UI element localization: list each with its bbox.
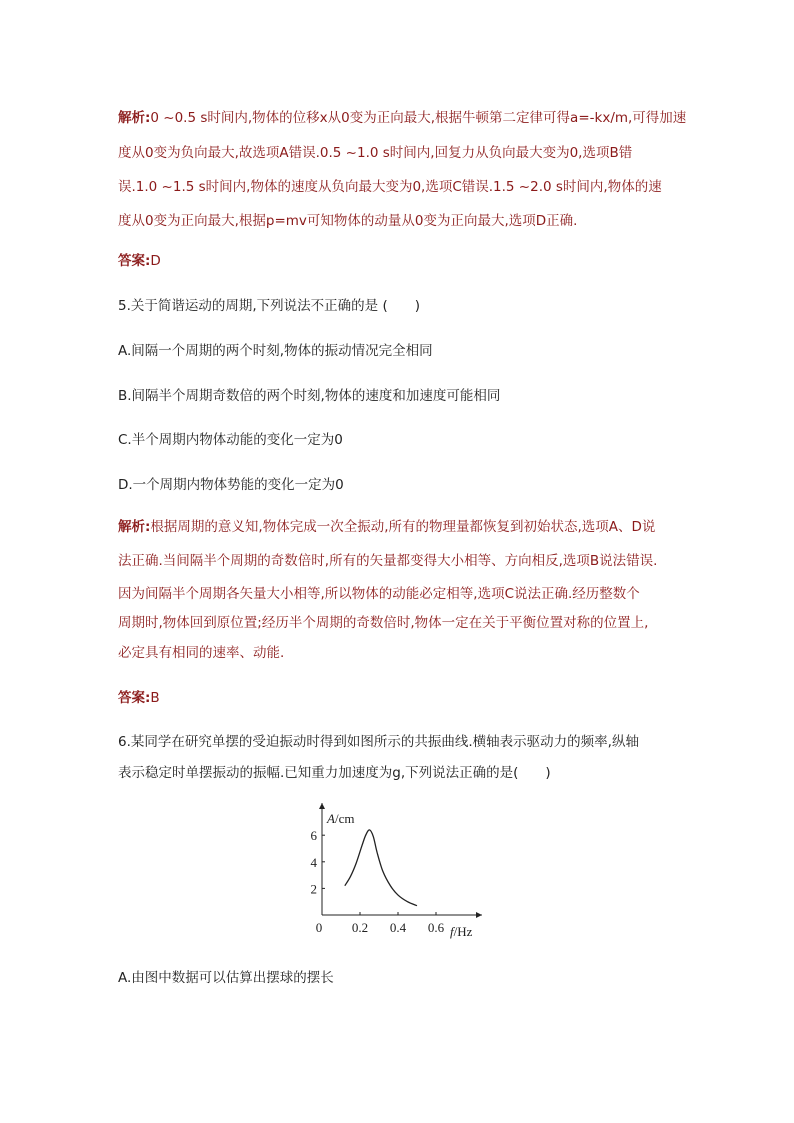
question5-option-d: D.一个周期内物体势能的变化一定为0: [118, 477, 344, 493]
y-tick-label: 4: [310, 854, 317, 870]
answer-label: 答案:: [118, 690, 151, 706]
x-axis-label: f/Hz: [450, 924, 473, 939]
analysis-label: 解析:: [118, 519, 151, 535]
analysis1-line4: 度从0变为正向最大,根据p=mv可知物体的动量从0变为正向最大,选项D正确.: [118, 213, 578, 229]
analysis2-line4: 周期时,物体回到原位置;经历半个周期的奇数倍时,物体一定在关于平衡位置对称的位置上,: [118, 615, 649, 631]
analysis2-line2: 法正确.当间隔半个周期的奇数倍时,所有的矢量都变得大小相等、方向相反,选项B说法错误.: [118, 553, 658, 569]
y-tick-label: 2: [310, 881, 317, 897]
question5-option-b: B.间隔半个周期奇数倍的两个时刻,物体的速度和加速度可能相同: [118, 388, 501, 404]
resonance-curve-chart: [300, 800, 500, 950]
question5-option-c: C.半个周期内物体动能的变化一定为0: [118, 432, 343, 448]
answer1: [118, 251, 161, 271]
analysis2-line1: 解析:根据周期的意义知,物体完成一次全振动,所有的物理量都恢复到初始状态,选项A、D说: [118, 519, 656, 535]
answer2: [118, 688, 160, 708]
resonance-curve: [345, 830, 417, 906]
y-tick-label: 6: [310, 828, 317, 844]
analysis1-line3: 误.1.0 ~1.5 s时间内,物体的速度从负向最大变为0,选项C错误.1.5 ~2.0 s时间内,物体的速: [118, 179, 662, 195]
analysis-label: 解析:: [118, 110, 151, 126]
analysis2-line3: 因为间隔半个周期各矢量大小相等,所以物体的动能必定相等,选项C说法正确.经历整数个: [118, 586, 640, 602]
question5-stem: 5.关于简谐运动的周期,下列说法不正确的是 ( ): [118, 298, 420, 314]
question6-option-a: A.由图中数据可以估算出摆球的摆长: [118, 970, 334, 986]
question5-option-a: A.间隔一个周期的两个时刻,物体的振动情况完全相同: [118, 343, 433, 359]
question6-stem-line2: 表示稳定时单摆振动的振幅.已知重力加速度为g,下列说法正确的是( ): [118, 765, 551, 781]
x-tick-label: 0.6: [427, 920, 445, 935]
question6-stem-line1: 6.某同学在研究单摆的受迫振动时得到如图所示的共振曲线.横轴表示驱动力的频率,纵轴: [118, 734, 639, 750]
y-axis-label: A/cm: [327, 811, 355, 826]
answer-label: 答案:: [118, 253, 151, 269]
x-tick-label: 0.2: [351, 920, 369, 935]
x-tick-label: 0: [315, 920, 323, 935]
analysis1-line2: 度从0变为负向最大,故选项A错误.0.5 ~1.0 s时间内,回复力从负向最大变为0,选项B错: [118, 145, 633, 161]
x-tick-label: 0.4: [389, 920, 407, 935]
analysis1-line1: 解析:0 ~0.5 s时间内,物体的位移x从0变为正向最大,根据牛顿第二定律可得a=-kx/m,可得加速: [118, 110, 687, 126]
answer-value: D: [150, 253, 161, 269]
analysis2-line5: 必定具有相同的速率、动能.: [118, 645, 285, 661]
answer-value: B: [150, 690, 160, 706]
